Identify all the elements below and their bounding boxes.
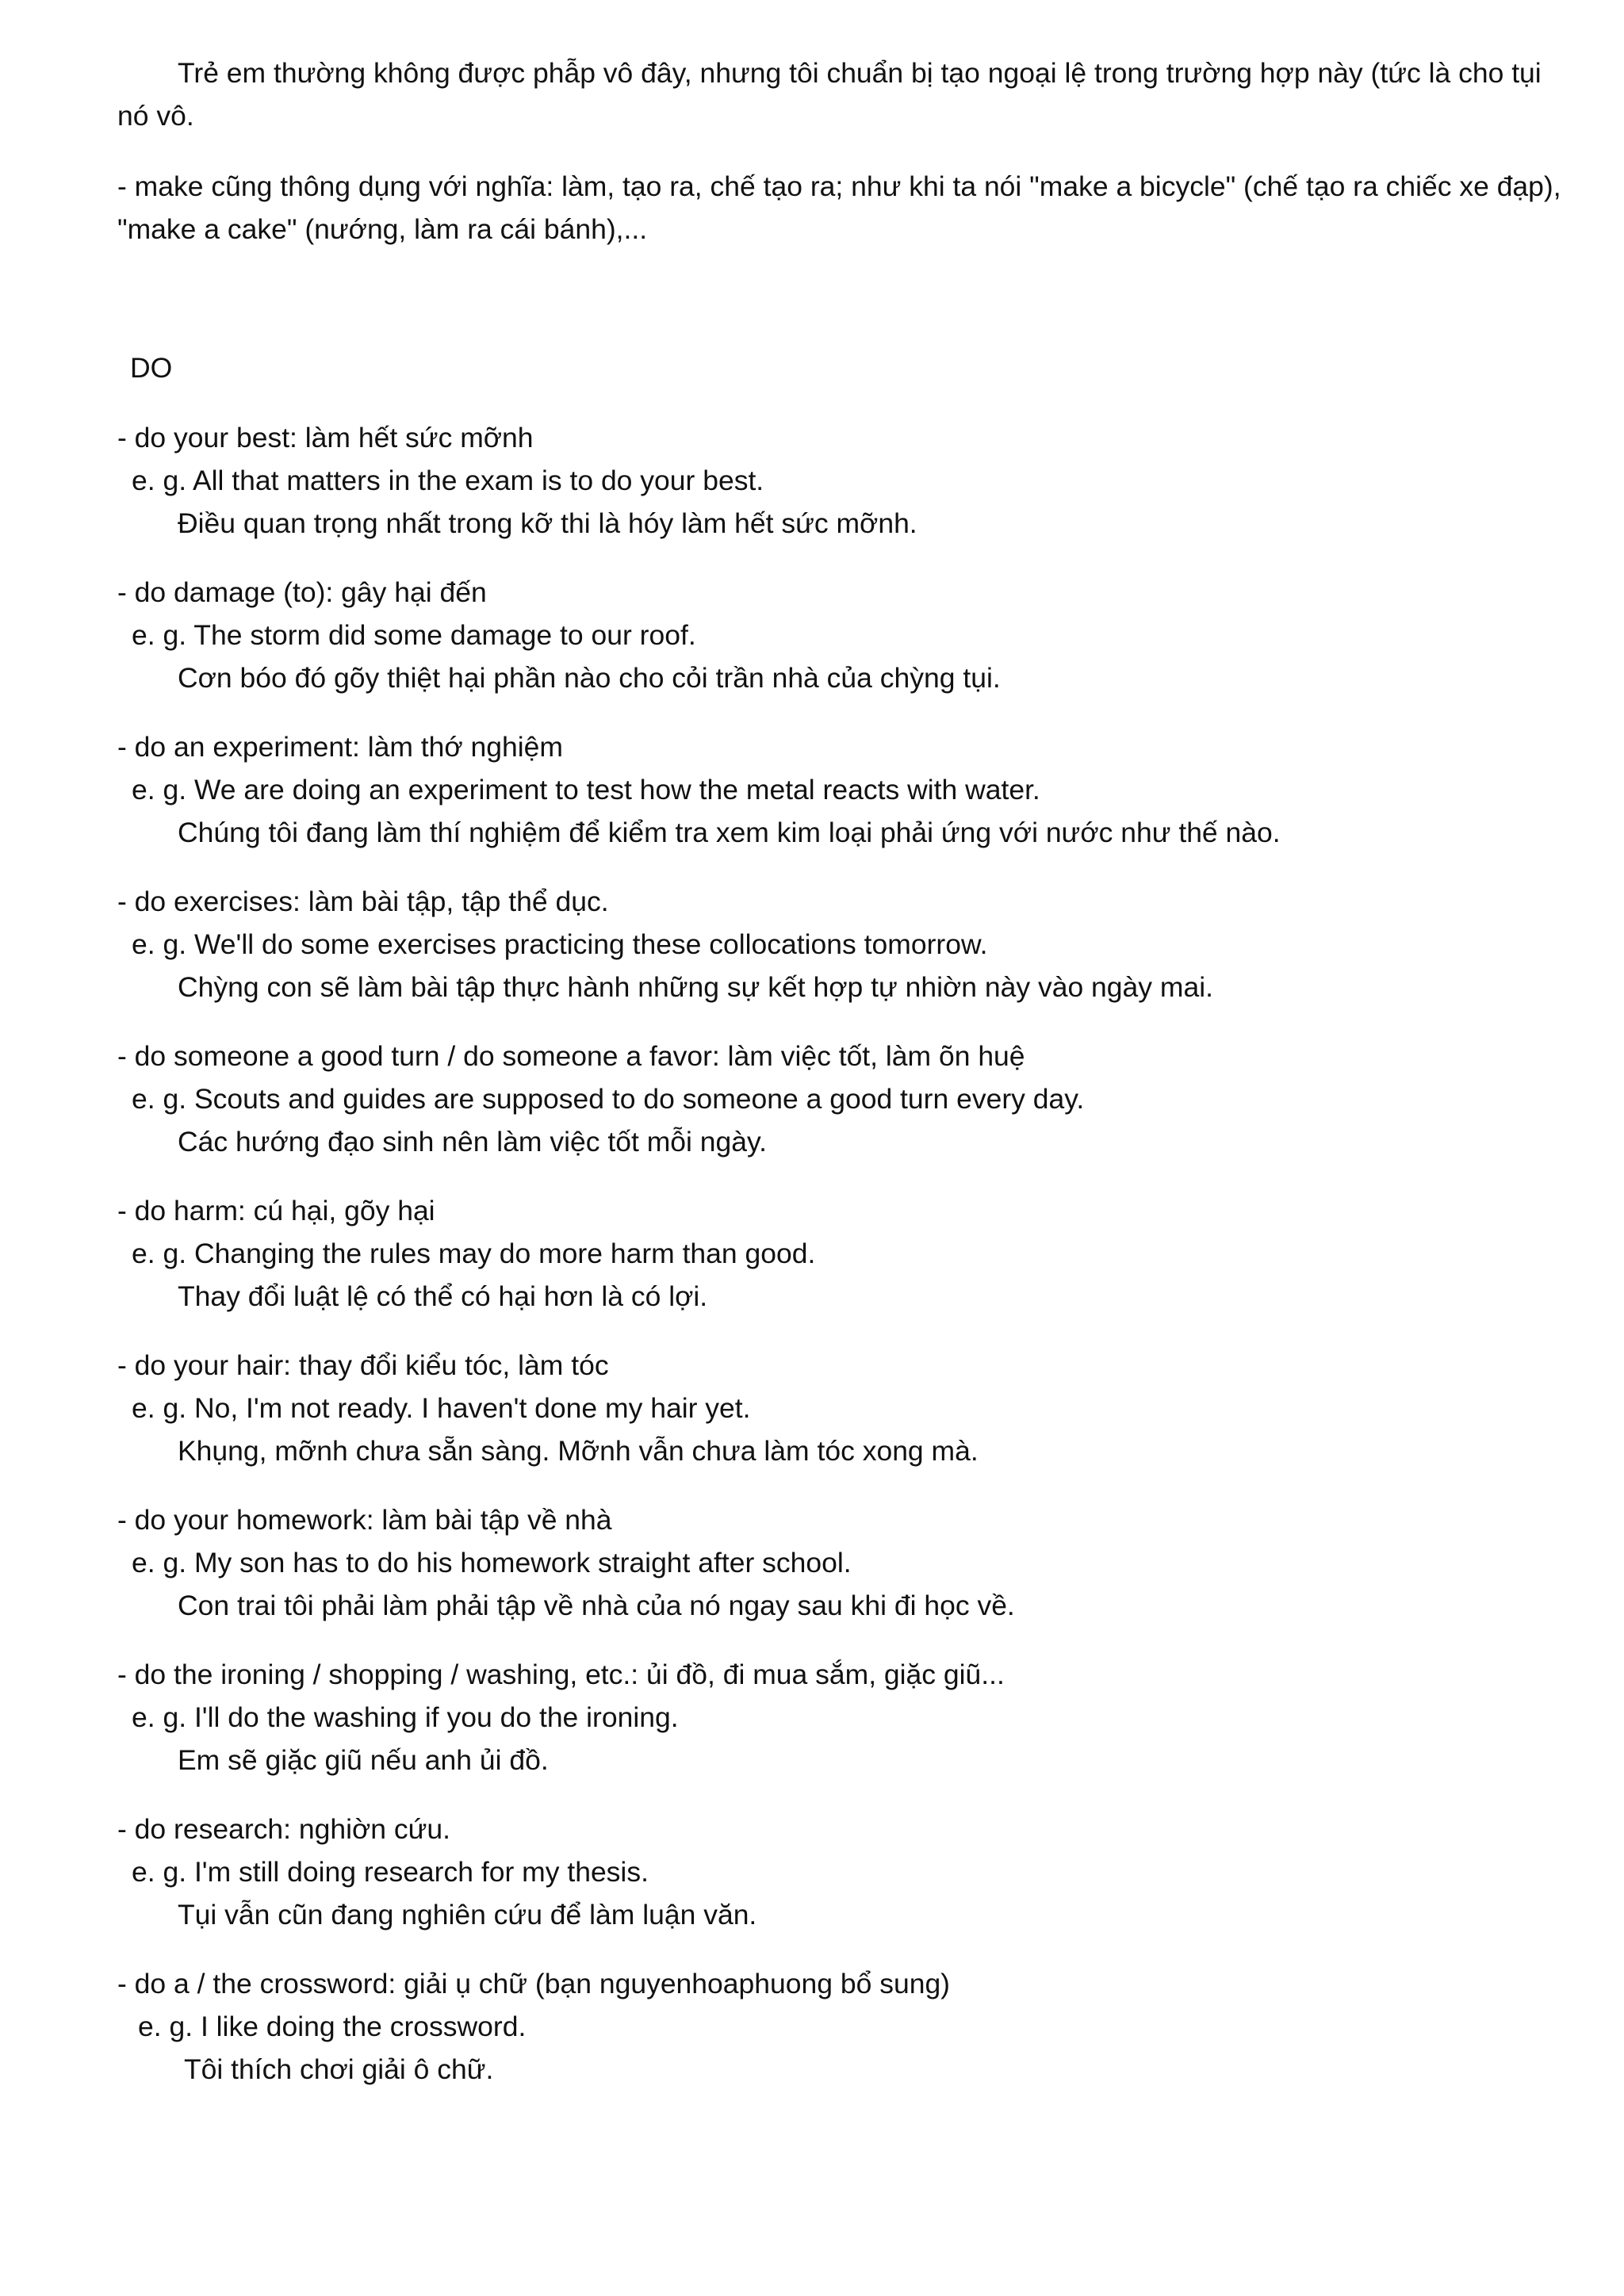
entry-term: - do an experiment: làm thớ nghiệm: [117, 731, 563, 763]
entry-translation: Chúng tôi đang làm thí nghiệm để kiểm tra xem kim loại phải ứng với nước như thế nào.: [178, 817, 1281, 848]
entry-example: e. g. The storm did some damage to our roof.: [132, 619, 696, 651]
entry-translation: Điều quan trọng nhất trong kỡ thi là hóy làm hết sức mỡnh.: [178, 507, 917, 539]
section-heading-do: DO: [130, 352, 173, 384]
entry-term: - do harm: cú hại, gõy hại: [117, 1195, 435, 1226]
entry-example: e. g. I'll do the washing if you do the ironing.: [132, 1701, 679, 1733]
entry-translation: Chỳng con sẽ làm bài tập thực hành những sự kết hợp tự nhiờn này vào ngày mai.: [178, 971, 1213, 1003]
entry-example: e. g. All that matters in the exam is to do your best.: [132, 465, 764, 496]
entry-translation: Khụng, mỡnh chưa sẵn sàng. Mỡnh vẫn chưa làm tóc xong mà.: [178, 1435, 979, 1467]
entry-example: e. g. We are doing an experiment to test how the metal reacts with water.: [132, 774, 1040, 806]
entry-term: - do research: nghiờn cứu.: [117, 1813, 451, 1845]
entry-translation: Tôi thích chơi giải ô chữ.: [184, 2053, 494, 2085]
intro-line-1: Trẻ em thường không được phẫp vô đây, nhưng tôi chuẩn bị tạo ngoại lệ trong trường hợp này (tức là cho tụi: [178, 57, 1542, 89]
entry-example: e. g. Scouts and guides are supposed to do someone a good turn every day.: [132, 1083, 1085, 1115]
entry-translation: Thay đổi luật lệ có thể có hại hơn là có lợi.: [178, 1280, 708, 1312]
entry-example: e. g. Changing the rules may do more harm than good.: [132, 1238, 816, 1269]
entry-example: e. g. We'll do some exercises practicing these collocations tomorrow.: [132, 928, 988, 960]
entry-term: - do exercises: làm bài tập, tập thể dục.: [117, 886, 609, 917]
entry-translation: Con trai tôi phải làm phải tập về nhà của nó ngay sau khi đi học về.: [178, 1590, 1015, 1621]
make-note-line-1: - make cũng thông dụng với nghĩa: làm, tạo ra, chế tạo ra; như khi ta nói "make a bicycle" (chế tạo ra chiếc xe đạp),: [117, 170, 1561, 202]
entry-term: - do your homework: làm bài tập về nhà: [117, 1504, 612, 1536]
entry-term: - do a / the crossword: giải ụ chữ (bạn nguyenhoaphuong bổ sung): [117, 1968, 951, 1999]
entry-term: - do someone a good turn / do someone a favor: làm việc tốt, làm õn huệ: [117, 1040, 1025, 1072]
entry-term: - do your hair: thay đổi kiểu tóc, làm tóc: [117, 1349, 609, 1381]
entry-example: e. g. I'm still doing research for my thesis.: [132, 1856, 649, 1888]
entry-term: - do your best: làm hết sức mỡnh: [117, 422, 534, 453]
make-note-line-2: "make a cake" (nướng, làm ra cái bánh),...: [117, 213, 648, 245]
entry-example: e. g. No, I'm not ready. I haven't done my hair yet.: [132, 1392, 751, 1424]
entry-translation: Các hướng đạo sinh nên làm việc tốt mỗi ngày.: [178, 1126, 767, 1158]
entry-term: - do the ironing / shopping / washing, etc.: ủi đồ, đi mua sắm, giặc giũ...: [117, 1659, 1005, 1690]
entry-translation: Em sẽ giặc giũ nếu anh ủi đồ.: [178, 1744, 549, 1776]
intro-line-2: nó vô.: [117, 100, 194, 132]
entry-translation: Cơn bóo đó gõy thiệt hại phần nào cho cỏi trần nhà của chỳng tụi.: [178, 662, 1001, 694]
entry-example: e. g. I like doing the crossword.: [138, 2011, 527, 2042]
entry-term: - do damage (to): gây hại đến: [117, 576, 487, 608]
entry-translation: Tụi vẫn cũn đang nghiên cứu để làm luận văn.: [178, 1899, 757, 1931]
entry-example: e. g. My son has to do his homework straight after school.: [132, 1547, 852, 1578]
